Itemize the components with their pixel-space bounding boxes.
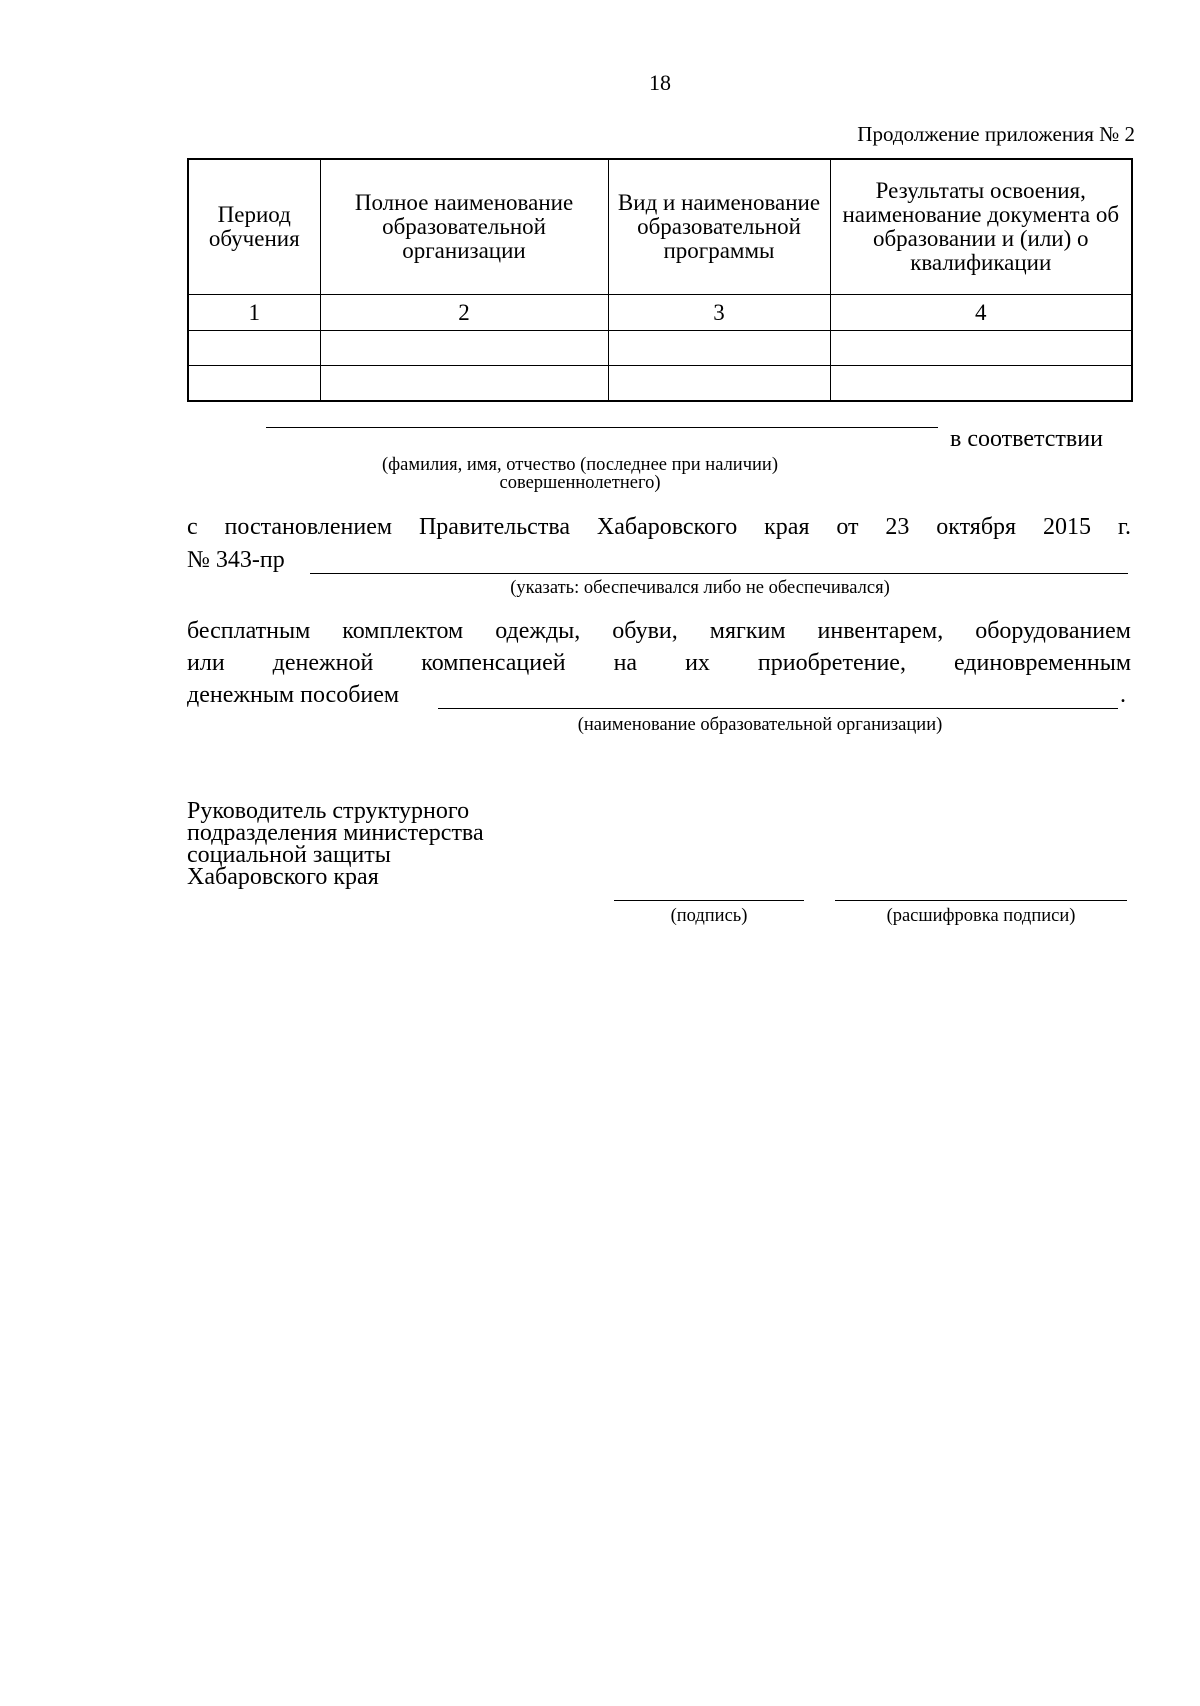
- table-cell: [188, 366, 320, 402]
- signature-caption: (подпись): [670, 906, 748, 926]
- table-cell: [188, 331, 320, 366]
- fio-suffix-text: в соответствии: [950, 426, 1103, 452]
- appendix-continuation-note: Продолжение приложения № 2: [857, 122, 1135, 146]
- header-program-type: Вид и наименование образовательной программы: [608, 159, 830, 295]
- table-cell: [320, 331, 608, 366]
- decryption-caption: (расшифровка подписи): [886, 906, 1076, 926]
- decryption-blank-line: [835, 880, 1127, 901]
- signatory-title: [187, 800, 484, 888]
- organization-blank-line: [438, 683, 1118, 709]
- column-number: 4: [830, 295, 1132, 331]
- decree-text-line: с постановлением Правительства Хабаровского края от 23 октября 2015 г.: [187, 514, 1131, 540]
- education-table: [187, 158, 1133, 402]
- decree-blank-line: [310, 548, 1128, 574]
- table-cell: [830, 366, 1132, 402]
- page-number: 18: [649, 70, 671, 95]
- signatory-line: Хабаровского края: [187, 864, 379, 890]
- header-results-document: Результаты освоения, наименование документа об образовании и (или) о квалификации: [830, 159, 1132, 295]
- header-study-period: Период обучения: [188, 159, 320, 295]
- provision-text-line-1: бесплатным комплектом одежды, обуви, мягким инвентарем, оборудованием: [187, 618, 1131, 644]
- provision-text-line-2: или денежной компенсацией на их приобретение, единовременным: [187, 650, 1131, 676]
- provision-text-line-3: денежным пособием: [187, 682, 400, 708]
- signatory-line: Руководитель структурного: [187, 798, 470, 824]
- column-number: 2: [320, 295, 608, 331]
- table-header-row: [188, 159, 1132, 295]
- table-cell: [608, 331, 830, 366]
- table-cell: [608, 366, 830, 402]
- table-row: [188, 366, 1132, 402]
- fio-caption-line2: совершеннолетнего): [499, 473, 661, 493]
- provision-line-end: .: [1120, 682, 1126, 708]
- decree-number: № 343-пр: [187, 547, 285, 573]
- signatory-line: подразделения министерства: [187, 820, 484, 846]
- fio-caption-line1: (фамилия, имя, отчество (последнее при наличии): [382, 455, 778, 475]
- table-cell: [320, 366, 608, 402]
- column-number: 3: [608, 295, 830, 331]
- table-row: [188, 331, 1132, 366]
- decree-caption: (указать: обеспечивался либо не обеспечивался): [510, 578, 890, 598]
- table-cell: [830, 331, 1132, 366]
- signatory-line: социальной защиты: [187, 842, 391, 868]
- signature-blank-line: [614, 880, 804, 901]
- column-number-row: [188, 295, 1132, 331]
- header-organization-name: Полное наименование образовательной организации: [320, 159, 608, 295]
- fio-blank-line: [266, 427, 938, 428]
- column-number: 1: [188, 295, 320, 331]
- organization-caption: (наименование образовательной организации): [577, 715, 943, 735]
